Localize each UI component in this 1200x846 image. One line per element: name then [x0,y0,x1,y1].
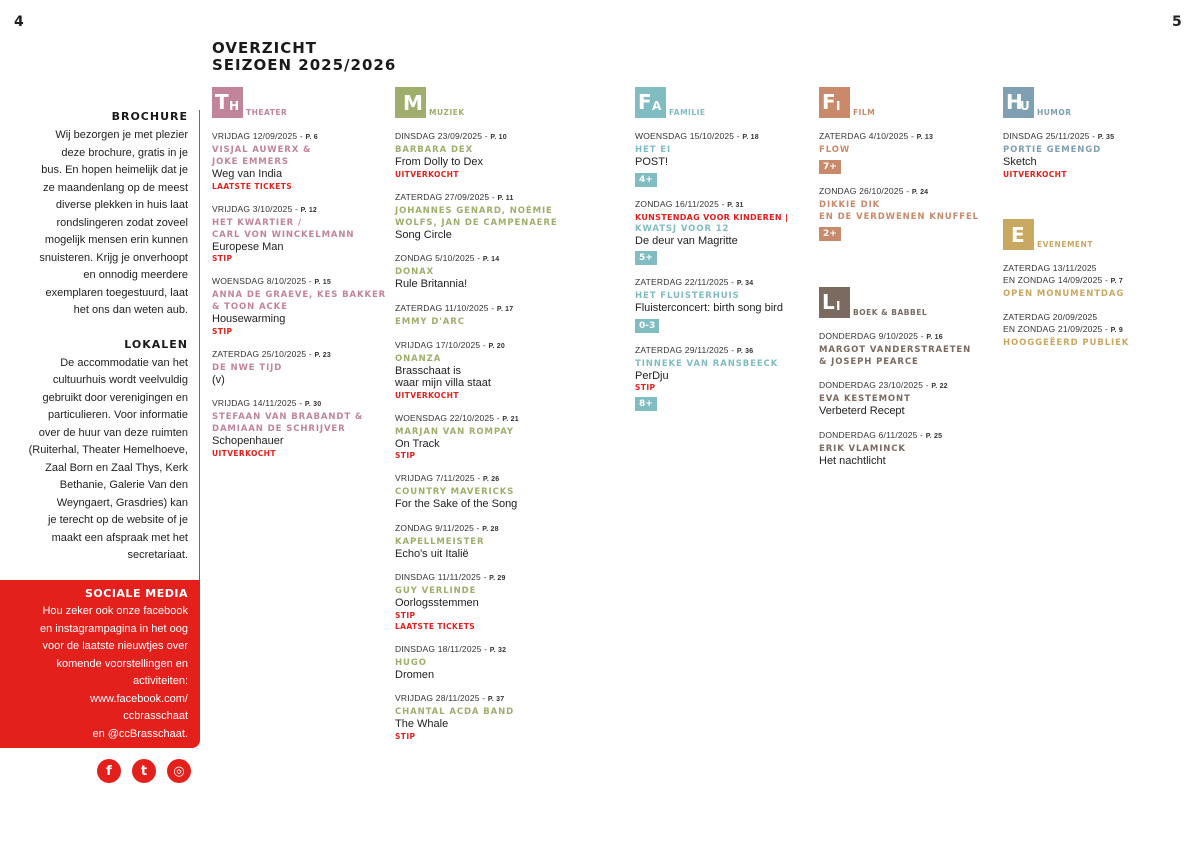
event-item [635,198,815,266]
event-date-text: DONDERDAG 23/10/2025 - [819,380,932,390]
event-status: LAATSTE TICKETS [395,621,476,631]
event-date [1003,130,1193,144]
event-artist: CHANTAL ACDA BAND [395,707,515,717]
event-date-text: VRIJDAG 14/11/2025 - [212,398,305,408]
event-date [212,130,390,144]
social-text [0,603,188,743]
event-extra: KUNSTENDAG VOOR KINDEREN | [635,212,789,222]
brochure-line: Wij bezorgen je met plezier [55,129,188,141]
event-artist: JOHANNES GENARD, NOÉMIE [395,205,553,216]
event-item [395,522,625,561]
lokalen-line: Weyngaert, Grasdries) kan [56,496,188,509]
page-title [212,40,396,74]
event-page: P. 7 [1110,278,1123,285]
event-artist: FLOW [819,145,851,155]
event-date-text: VRIJDAG 7/11/2025 - [395,473,483,483]
category-column-muziek [395,86,625,753]
event-item [395,643,625,682]
event-artist: HUGO [395,657,427,668]
brochure-text [0,127,200,320]
lokalen-line: je terecht op de website of je [47,514,188,526]
category-header [1003,86,1193,118]
event-artist: BARBARA DEX [395,145,474,155]
event-page: P. 18 [742,134,759,141]
lokalen-line: (Ruiterhal, Theater Hemelhoeve, [28,444,188,456]
event-artist: ERIK VLAMINCK [819,443,906,454]
event-page: P. 10 [490,134,507,141]
event-title: (v) [212,373,225,386]
event-artist: DIKKIE DIK [819,200,881,210]
event-date-text: WOENSDAG 15/10/2025 - [635,131,743,141]
event-date [395,412,625,426]
event-date-text: ZATERDAG 13/11/2025 [1003,263,1097,273]
page-number-left: 4 [14,14,24,30]
event-page: P. 14 [482,256,500,263]
category-column-evenement [1003,218,1193,360]
category-header [212,86,390,118]
title-line-2: SEIZOEN 2025/2026 [212,56,397,74]
social-media-box [0,580,200,748]
event-date-text: DINSDAG 18/11/2025 - [395,643,490,654]
event-date-text: ZATERDAG 29/11/2025 - [635,344,737,355]
event-artist: VISJAL AUWERX & [212,145,312,155]
event-artist: JOKE EMMERS [212,157,289,167]
event-title: Housewarming [212,313,286,325]
event-title: From Dolly to Dex [395,156,484,168]
event-page: P. 16 [926,334,943,341]
event-date [395,692,625,706]
event-title: Brasschaat is [395,364,462,377]
event-date [635,130,815,144]
badge-letter: E [1011,223,1025,247]
event-date [212,275,390,289]
age-badge: 8+ [635,397,657,411]
lokalen-heading: LOKALEN [124,337,188,351]
category-badge [395,87,426,118]
twitter-icon[interactable]: t [132,759,156,783]
brochure-line: bus. En hopen heimelijk dat je [41,164,188,176]
event-item [635,344,815,412]
event-title: waar mijn villa staat [395,377,491,389]
event-page: P. 31 [727,201,744,209]
lokalen-line: secretariaat. [127,549,188,561]
event-page: P. 35 [1097,134,1115,141]
event-date [819,429,999,443]
event-page: P. 25 [925,432,943,440]
event-item [395,412,625,462]
event-status: UITVERKOCHT [395,390,459,400]
event-date [212,397,390,411]
event-page: P. 13 [916,134,934,141]
event-date [819,330,999,344]
event-page: P. 34 [736,280,754,287]
event-date-text: VRIJDAG 12/09/2025 - [212,131,306,141]
category-badge [1003,219,1034,250]
social-heading: SOCIALE MEDIA [84,587,188,600]
event-item [395,692,625,742]
event-artist: HET FLUISTERHUIS [635,291,740,301]
event-artist: STEFAAN VAN BRABANDT & [212,412,364,422]
event-date [395,472,625,486]
event-date-text: ZATERDAG 22/11/2025 - [635,277,737,287]
brochure-line: ze maandenlang op de meest [43,181,188,194]
category-label: BOEK & BABBEL [853,308,928,317]
category-label: FILM [853,108,876,117]
category-column-theater [212,86,390,470]
event-page: P. 12 [300,206,318,214]
lokalen-line: over de huur van deze ruimten [38,426,188,439]
event-page: P. 28 [482,525,499,533]
social-line: activiteiten: [132,675,188,687]
event-date-text: VRIJDAG 28/11/2025 - [395,693,488,703]
event-title: The Whale [395,718,449,730]
event-page: P. 9 [1110,327,1123,334]
event-page: P. 24 [911,189,929,196]
event-status: LAATSTE TICKETS [212,181,293,191]
event-date [212,348,390,362]
event-title: On Track [395,437,440,450]
badge-subletter: H [229,99,240,113]
event-page: P. 30 [304,401,322,408]
social-line: voor de laatste nieuwtjes over [42,640,188,652]
social-line: ccbrasschaat [123,710,188,722]
event-date [635,276,815,290]
event-artist: DAMIAAN DE SCHRIJVER [212,424,346,434]
age-badge: 2+ [819,227,841,241]
badge-letter: T [215,90,229,114]
event-date-text: DINSDAG 11/11/2025 - [395,572,490,582]
facebook-icon[interactable]: f [97,759,121,783]
event-item [819,330,999,368]
event-date-2 [1003,323,1193,337]
event-status: STIP [395,610,416,620]
event-artist: ONANZA [395,353,442,364]
event-date-text: DINSDAG 25/11/2025 - [1003,131,1098,141]
event-item [395,130,625,180]
event-artist: & JOSEPH PEARCE [819,357,919,367]
event-date-text: ZATERDAG 4/10/2025 - [819,131,917,141]
brochure-line: diverse plekken in huis laat [55,199,188,211]
event-item [819,379,999,418]
brochure-section [0,110,200,320]
badge-subletter: I [836,99,841,113]
category-badge [1003,87,1034,118]
event-artist: KAPELLMEISTER [395,536,485,547]
event-date-text: ZONDAG 9/11/2025 - [395,522,483,533]
brochure-line: mogelijk mensen erin kunnen [44,234,188,246]
event-item [212,203,390,265]
badge-letter: F [638,90,652,114]
category-badge [819,87,850,118]
event-title: Weg van India [212,168,283,180]
event-date [1003,262,1193,274]
event-status: STIP [212,254,233,263]
event-page: P. 29 [489,575,506,582]
event-item [395,571,625,632]
event-status: UITVERKOCHT [395,169,459,179]
category-badge [212,87,243,118]
event-artist: DE NWE TIJD [212,362,283,373]
event-page: P. 26 [482,476,500,483]
event-item [1003,311,1193,349]
event-title: Dromen [395,668,435,681]
event-artist: COUNTRY MAVERICKS [395,487,515,497]
event-item [819,130,999,174]
title-line-1: OVERZICHT [212,39,318,57]
category-label: HUMOR [1037,108,1072,117]
badge-subletter: A [652,99,662,113]
event-date [395,130,625,144]
event-date [395,643,625,657]
event-title: Het nachtlicht [819,454,886,467]
event-title: Oorlogsstemmen [395,597,479,609]
event-date [395,191,625,205]
badge-subletter: U [1020,99,1030,113]
category-header [395,86,625,118]
category-label: EVENEMENT [1037,240,1093,249]
category-header [819,286,999,318]
category-badge [819,287,850,318]
category-label: THEATER [246,108,288,117]
event-title: Sketch [1003,156,1037,168]
event-title: Europese Man [212,240,284,253]
lokalen-line: gebruikt door verenigingen en [42,391,188,404]
event-date-text-2: EN ZONDAG 14/09/2025 - [1003,275,1111,285]
category-label: MUZIEK [429,108,465,117]
event-date [395,339,625,353]
lokalen-line: De accommodatie van het [60,356,188,369]
event-page: P. 6 [305,134,318,141]
event-item [1003,262,1193,300]
event-date-text: DONDERDAG 9/10/2025 - [819,331,927,341]
brochure-line: snuisteren. Krijg je onverhoopt [39,251,188,264]
event-artist: MARGOT VANDERSTRAETEN [819,345,972,355]
lokalen-text [0,355,200,565]
social-line: en instagrampagina in het oog [40,622,188,635]
event-date [635,198,815,212]
event-date [395,252,625,266]
event-artist: WOLFS, JAN DE CAMPENAERE [395,217,558,228]
event-date-text: WOENSDAG 22/10/2025 - [395,412,503,423]
lokalen-line: maakt een afspraak met het [51,531,188,544]
event-item [395,472,625,511]
event-artist: EMMY D'ARC [395,316,465,327]
event-title: POST! [635,156,669,168]
event-artist: KWATSJ VOOR 12 [635,223,730,234]
category-column-film [819,86,999,252]
age-badge: 7+ [819,160,841,174]
social-line: en @ccBrasschaat. [92,727,188,740]
event-item [395,302,625,328]
brochure-line: en onnodig meerdere [83,269,188,281]
lokalen-line: Zaal Born en Zaal Thys, Kerk [45,461,188,474]
event-item [635,276,815,333]
event-status: UITVERKOCHT [1003,169,1067,179]
event-artist: EVA KESTEMONT [819,394,911,404]
badge-letter: M [403,91,423,115]
category-label: FAMILIE [669,108,706,117]
event-date [395,571,625,585]
event-title: For the Sake of the Song [395,498,518,510]
badge-letter: L [822,290,835,314]
event-artist: EN DE VERDWENEN KNUFFEL [819,212,979,222]
category-column-humor [1003,86,1193,191]
event-artist: TINNEKE VAN RANSBEECK [635,358,779,369]
badge-subletter: I [836,299,841,313]
badge-letter: F [822,90,836,114]
event-date-text: ZATERDAG 27/09/2025 - [395,191,498,202]
event-title: Fluisterconcert: birth song bird [635,302,783,314]
social-line: Hou zeker ook onze facebook [42,605,188,617]
page-number-right: 5 [1172,14,1182,30]
brochure-line: exemplaren toegestuurd, laat [45,286,188,299]
age-badge: 4+ [635,173,657,187]
event-date [395,302,625,316]
event-page: P. 17 [496,305,514,313]
event-artist: HET KWARTIER / [212,217,302,228]
event-title: PerDju [635,369,669,382]
brochure-line: deze brochure, gratis in je [61,146,188,159]
event-date-text: VRIJDAG 3/10/2025 - [212,203,301,214]
event-artist: CARL VON WINCKELMANN [212,229,355,240]
event-artist: ANNA DE GRAEVE, KES BAKKER [212,290,387,300]
sidebar [0,110,200,565]
event-item [1003,130,1193,180]
brochure-line: rondslingeren zodat zoveel [56,216,188,229]
event-item [635,130,815,187]
event-title: Verbeterd Recept [819,405,905,417]
badge-letter: H [1006,90,1023,114]
social-line: komende voorstellingen en [56,657,188,670]
event-page: P. 15 [314,279,331,286]
event-date-text: DONDERDAG 6/11/2025 - [819,429,926,440]
lokalen-line: particulieren. Voor informatie [47,409,188,421]
event-page: P. 22 [931,383,948,390]
event-date [819,130,999,144]
event-page: P. 36 [736,347,754,355]
event-date [819,379,999,393]
event-status: STIP [635,383,656,392]
event-artist: HET EI [635,145,672,155]
event-item [212,397,390,459]
event-page: P. 11 [497,194,514,202]
event-date [1003,311,1193,323]
sidebar-divider [199,110,200,580]
event-item [212,130,390,192]
event-item [819,429,999,468]
event-date-text: ZATERDAG 25/10/2025 - [212,348,315,359]
instagram-icon[interactable]: ◎ [167,759,191,783]
event-artist: & TOON ACKE [212,302,288,312]
event-date-text: ZONDAG 26/10/2025 - [819,186,912,196]
event-artist: HOOGGEËERD PUBLIEK [1003,338,1130,348]
event-artist: PORTIE GEMENGD [1003,145,1102,155]
event-date-2 [1003,274,1193,288]
social-icons [97,759,191,783]
event-date [819,185,999,199]
age-badge: 5+ [635,251,657,265]
event-date-text: ZATERDAG 11/10/2025 - [395,302,497,313]
event-status: STIP [395,451,416,460]
event-title: Rule Britannia! [395,278,468,290]
event-item [212,348,390,387]
lokalen-section [0,338,200,565]
event-date-text: ZONDAG 5/10/2025 - [395,253,483,263]
category-column-boek [819,286,999,478]
event-page: P. 37 [487,696,505,703]
event-artist: GUY VERLINDE [395,586,477,596]
event-artist: DONAX [395,267,435,277]
event-item [395,339,625,401]
lokalen-line: cultuurhuis wordt veelvuldig [52,374,188,386]
event-page: P. 32 [489,646,507,654]
event-item [819,185,999,241]
event-date-text: VRIJDAG 17/10/2025 - [395,339,489,350]
brochure-heading: BROCHURE [111,110,188,123]
event-date-text-2: EN ZONDAG 21/09/2025 - [1003,324,1111,334]
social-line: www.facebook.com/ [90,692,188,705]
category-header [635,86,815,118]
event-title: De deur van Magritte [635,234,738,247]
event-item [395,191,625,242]
event-page: P. 23 [314,351,331,359]
event-date [395,522,625,536]
event-item [212,275,390,337]
lokalen-line: Bethanie, Galerie Van den [59,479,188,491]
category-column-familie [635,86,815,422]
event-page: P. 21 [502,415,519,423]
event-item [395,252,625,291]
event-artist: MARJAN VAN ROMPAY [395,426,514,437]
event-artist: OPEN MONUMENTDAG [1003,289,1125,299]
category-badge [635,87,666,118]
category-header [819,86,999,118]
event-status: STIP [395,731,416,741]
event-date-text: WOENSDAG 8/10/2025 - [212,276,315,286]
event-date-text: DINSDAG 23/09/2025 - [395,131,491,141]
brochure-line: het ons dan weten aub. [73,304,188,316]
event-title: Echo's uit Italië [395,547,469,560]
event-status: STIP [212,326,233,336]
event-date [635,344,815,358]
event-title: Schopenhauer [212,435,284,447]
event-page: P. 20 [488,342,505,350]
category-header [1003,218,1193,250]
event-title: Song Circle [395,228,452,241]
event-date-text: ZATERDAG 20/09/2025 [1003,312,1098,322]
age-badge: 0-3 [635,319,659,333]
event-date [212,203,390,217]
event-status: UITVERKOCHT [212,448,276,458]
event-date-text: ZONDAG 16/11/2025 - [635,198,728,209]
